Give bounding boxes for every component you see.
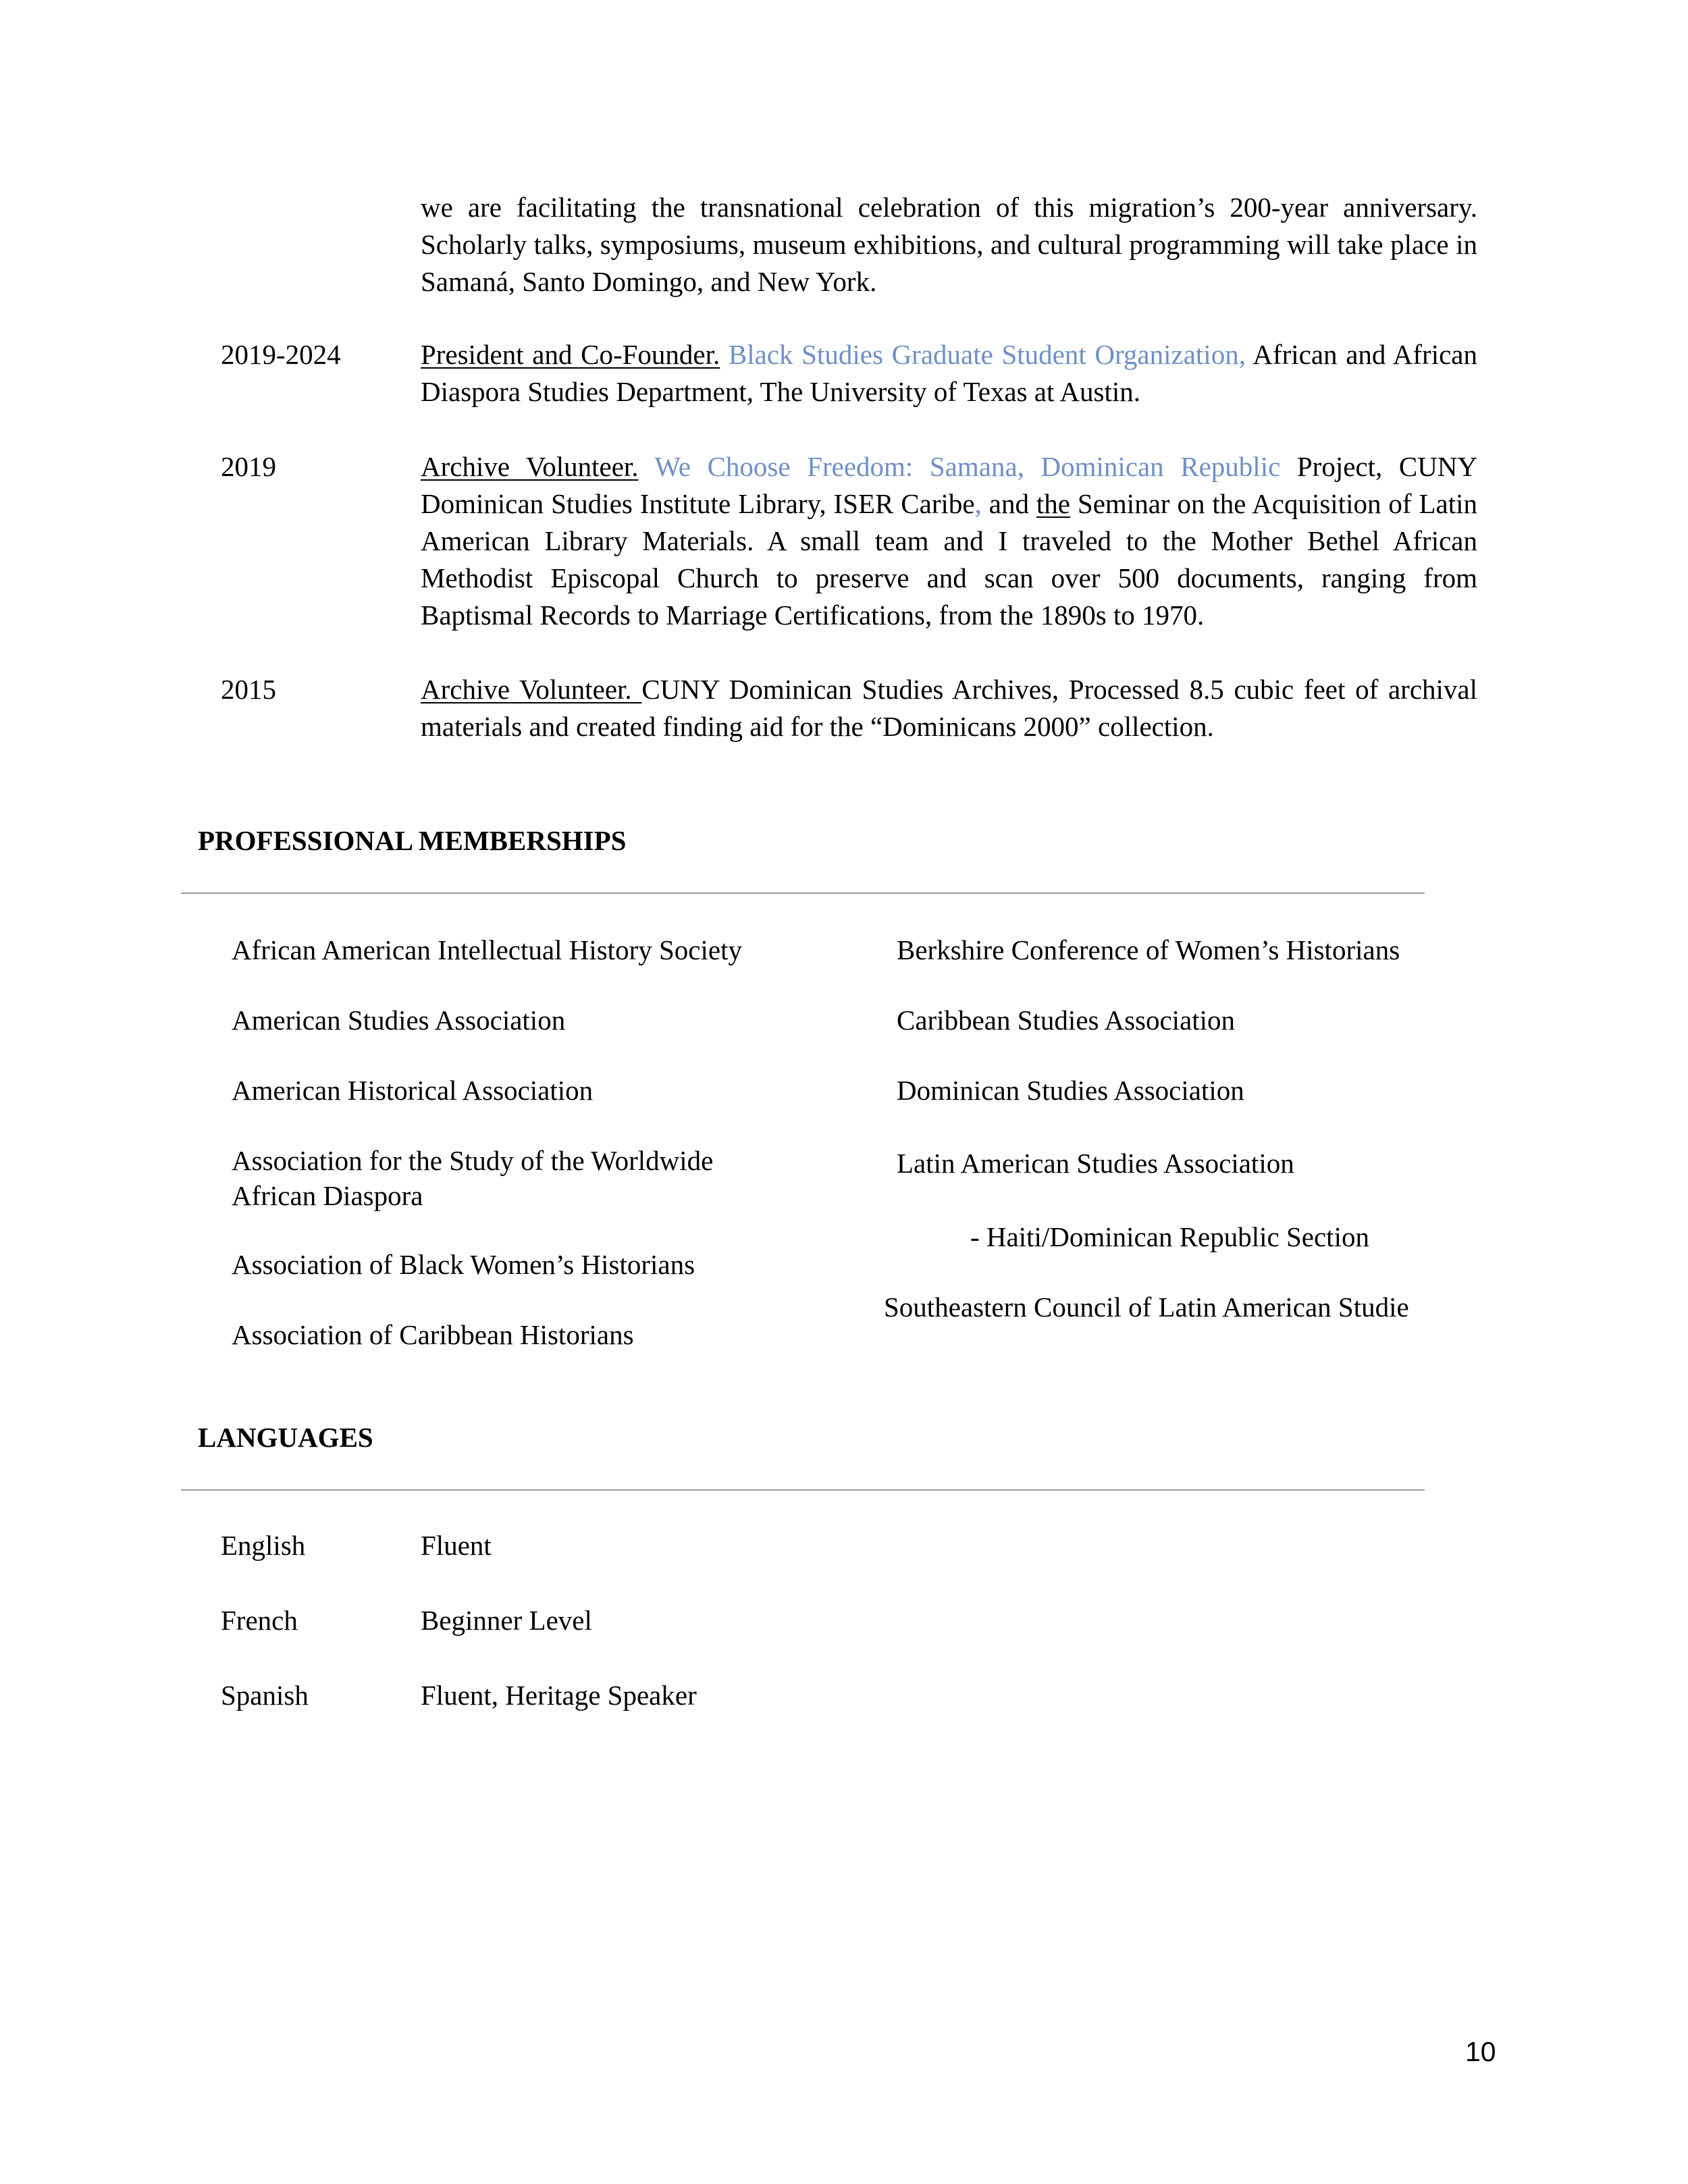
membership-item: Dominican Studies Association (897, 1075, 1244, 1106)
membership-item: Caribbean Studies Association (897, 1005, 1236, 1036)
entry-year: 2019-2024 (221, 339, 341, 370)
language-level: Fluent (421, 1530, 492, 1561)
entry-description (421, 336, 1477, 410)
entry-detail: Seminar on the Acquisition of Latin American Library Materials. A small team and I traveled to the Mother Bethel African Methodist Episcopal Church to preserve and scan over 500 documents, ranging from Baptismal Records to Marriage Certifications, from the 1890s to 1970. (421, 488, 1478, 631)
section-heading-languages: LANGUAGES (198, 1422, 373, 1453)
entry-role: Archive Volunteer. (421, 674, 642, 705)
language-name: English (221, 1530, 306, 1561)
language-level: Beginner Level (421, 1605, 592, 1636)
membership-item: Latin American Studies Association (897, 1148, 1294, 1179)
membership-item: American Studies Association (232, 1005, 566, 1036)
membership-item: Association of Caribbean Historians (232, 1319, 634, 1350)
entry-year: 2019 (221, 451, 276, 482)
page-number: 10 (1465, 2036, 1496, 2067)
project-link[interactable]: We Choose Freedom: Samana, Dominican Republic (654, 451, 1281, 482)
membership-item: Berkshire Conference of Women’s Historians (897, 934, 1400, 965)
language-level: Fluent, Heritage Speaker (421, 1680, 697, 1711)
organization-link[interactable]: Black Studies Graduate Student Organization, (728, 339, 1246, 370)
entry-role: President and Co-Founder. (421, 339, 720, 370)
membership-item: American Historical Association (232, 1075, 594, 1106)
section-divider (181, 1489, 1425, 1491)
entry-detail: African and African Diaspora Studies Department, The University of Texas at Austin. (421, 339, 1477, 407)
entry-role: Archive Volunteer. (421, 451, 639, 482)
membership-item: Southeastern Council of Latin American Studie (884, 1291, 1409, 1323)
intro-paragraph: we are facilitating the transnational celebration of this migration’s 200-year anniversary. Scholarly talks, symposiums, museum exhibitions, and cultural programming will take place in Samaná, Santo Domingo, and New York. (421, 192, 1477, 297)
entry-detail: and (981, 488, 1036, 519)
entry-detail: Project, CUNY Dominican Studies Institute Library, ISER Caribe (421, 451, 1478, 519)
membership-item: African American Intellectual History Society (232, 934, 742, 965)
entry-description (421, 448, 1477, 634)
entry-underlined-word: the (1036, 488, 1070, 519)
entry-year: 2015 (221, 674, 276, 705)
membership-subsection: - Haiti/Dominican Republic Section (970, 1221, 1369, 1252)
membership-item: Association for the Study of the Worldwide (232, 1145, 714, 1176)
entry-detail: CUNY Dominican Studies Archives, Processed 8.5 cubic feet of archival materials and created finding aid for the “Dominicans 2000” collection. (421, 674, 1477, 742)
membership-item: Association of Black Women’s Historians (232, 1249, 695, 1280)
section-divider (181, 893, 1425, 894)
language-name: French (221, 1605, 298, 1636)
membership-item-continued: African Diaspora (232, 1180, 423, 1211)
entry-comma: , (974, 488, 982, 519)
section-heading-memberships: PROFESSIONAL MEMBERSHIPS (198, 825, 627, 856)
language-name: Spanish (221, 1680, 309, 1711)
entry-description (421, 671, 1477, 745)
